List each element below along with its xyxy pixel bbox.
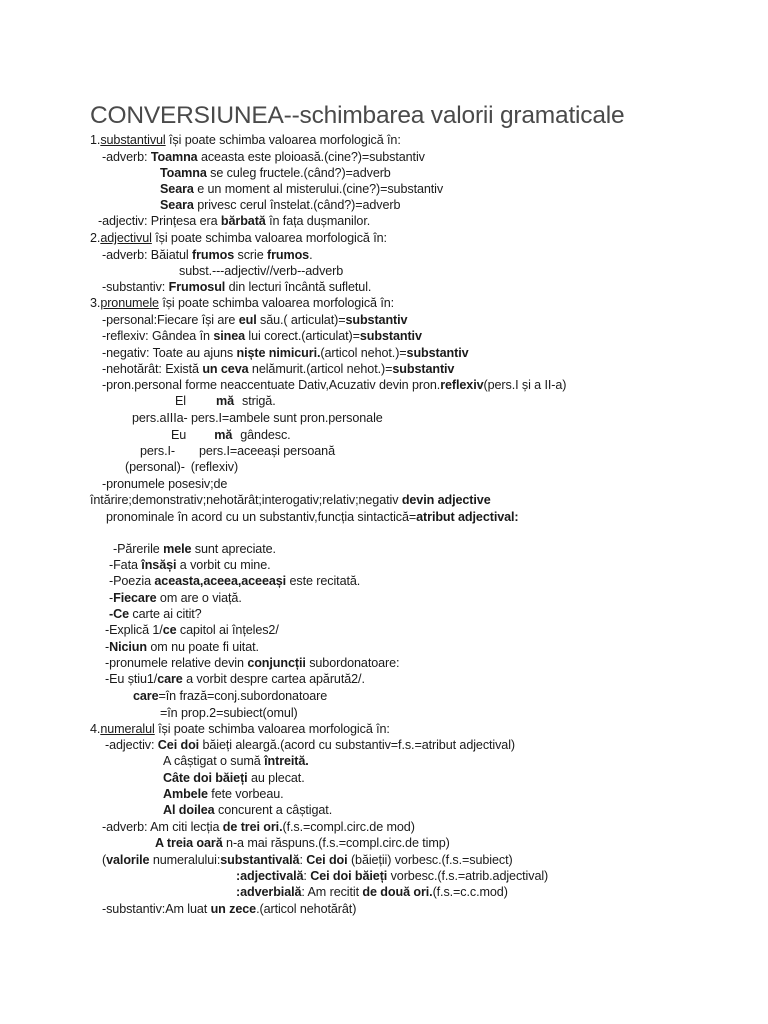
text-line: Seara privesc cerul înstelat.(când?)=adverb bbox=[160, 198, 401, 212]
text-line: -nehotărât: Există un ceva nelămurit.(articol nehot.)=substantiv bbox=[102, 362, 455, 376]
page-title: CONVERSIUNEA--schimbarea valorii gramaticale bbox=[90, 102, 625, 129]
text-line: -adverb: Am citi lecția de trei ori.(f.s.=compl.circ.de mod) bbox=[102, 820, 415, 834]
text-line: -substantiv:Am luat un zece.(articol nehotărât) bbox=[102, 902, 357, 916]
text-line: A treia oară n-a mai răspuns.(f.s.=compl.circ.de timp) bbox=[155, 836, 450, 850]
text-line: -Niciun om nu poate fi uitat. bbox=[105, 640, 259, 654]
text-line: -adverb: Toamna aceasta este ploioasă.(cine?)=substantiv bbox=[102, 150, 425, 164]
section-2-heading: 2.adjectivul își poate schimba valoarea morfologică în: bbox=[90, 231, 387, 245]
text-line: pers.aIIIa- pers.I=ambele sunt pron.personale bbox=[132, 411, 383, 425]
text-line: pers.I- pers.I=aceeași persoană bbox=[140, 444, 335, 458]
text-line: care=în frază=conj.subordonatoare bbox=[133, 689, 328, 703]
text-line: -Fiecare om are o viață. bbox=[109, 591, 242, 605]
text-line: -adjectiv: Cei doi băieți aleargă.(acord cu substantiv=f.s.=atribut adjectival) bbox=[105, 738, 516, 752]
text-line: -adverb: Băiatul frumos scrie frumos. bbox=[102, 248, 313, 262]
text-line: -substantiv: Frumosul din lecturi încântă sufletul. bbox=[102, 280, 372, 294]
text-line: -negativ: Toate au ajuns niște nimicuri.(articol nehot.)=substantiv bbox=[102, 346, 469, 360]
section-1-heading: 1.substantivul își poate schimba valoarea morfologică în: bbox=[90, 133, 401, 147]
text-line: -Explică 1/ce capitol ai înțeles2/ bbox=[105, 623, 279, 637]
text-line: Ambele fete vorbeau. bbox=[163, 787, 284, 801]
text-line: -reflexiv: Gândea în sinea lui corect.(articulat)=substantiv bbox=[102, 329, 422, 343]
text-line: subst.---adjectiv//verb--adverb bbox=[179, 264, 344, 278]
text-line: :adverbială: Am recitit de două ori.(f.s.=c.c.mod) bbox=[236, 885, 508, 899]
text-line: -pronumele relative devin conjuncții subordonatoare: bbox=[105, 656, 400, 670]
text-line: -Fata însăși a vorbit cu mine. bbox=[109, 558, 271, 572]
text-line: -Poezia aceasta,aceea,aceeași este recitată. bbox=[109, 574, 361, 588]
text-line: A câștigat o sumă întreită. bbox=[163, 754, 309, 768]
text-line: (valorile numeralului:substantivală: Cei doi (băieții) vorbesc.(f.s.=subiect) bbox=[102, 853, 513, 867]
text-line: Seara e un moment al misterului.(cine?)=substantiv bbox=[160, 182, 444, 196]
text-line: întărire;demonstrativ;nehotărât;interogativ;relativ;negativ devin adjective bbox=[90, 493, 491, 507]
text-line: Al doilea concurent a câștigat. bbox=[163, 803, 333, 817]
section-4-heading: 4.numeralul își poate schimba valoarea morfologică în: bbox=[90, 722, 390, 736]
text-line: (personal)- (reflexiv) bbox=[125, 460, 239, 474]
text-line: -pron.personal forme neaccentuate Dativ,Acuzativ devin pron.reflexiv(pers.I și a II-a) bbox=[102, 378, 567, 392]
text-line: El mă strigă. bbox=[175, 394, 276, 408]
text-line: :adjectivală: Cei doi băieți vorbesc.(f.s.=atrib.adjectival) bbox=[236, 869, 549, 883]
text-line: -Părerile mele sunt apreciate. bbox=[113, 542, 276, 556]
section-3-heading: 3.pronumele își poate schimba valoarea morfologică în: bbox=[90, 296, 395, 310]
text-line: pronominale în acord cu un substantiv,funcția sintactică=atribut adjectival: bbox=[106, 510, 519, 524]
text-line: Eu mă gândesc. bbox=[171, 428, 291, 442]
text-line: -Ce carte ai citit? bbox=[109, 607, 202, 621]
text-line: =în prop.2=subiect(omul) bbox=[160, 706, 298, 720]
text-line: Toamna se culeg fructele.(când?)=adverb bbox=[160, 166, 391, 180]
text-line: -pronumele posesiv;de bbox=[102, 477, 228, 491]
text-line: Câte doi băieți au plecat. bbox=[163, 771, 305, 785]
text-line: -Eu știu1/care a vorbit despre cartea apărută2/. bbox=[105, 672, 365, 686]
text-line: -personal:Fiecare își are eul său.( articulat)=substantiv bbox=[102, 313, 408, 327]
text-line: -adjectiv: Prințesa era bărbată în fața dușmanilor. bbox=[98, 214, 371, 228]
